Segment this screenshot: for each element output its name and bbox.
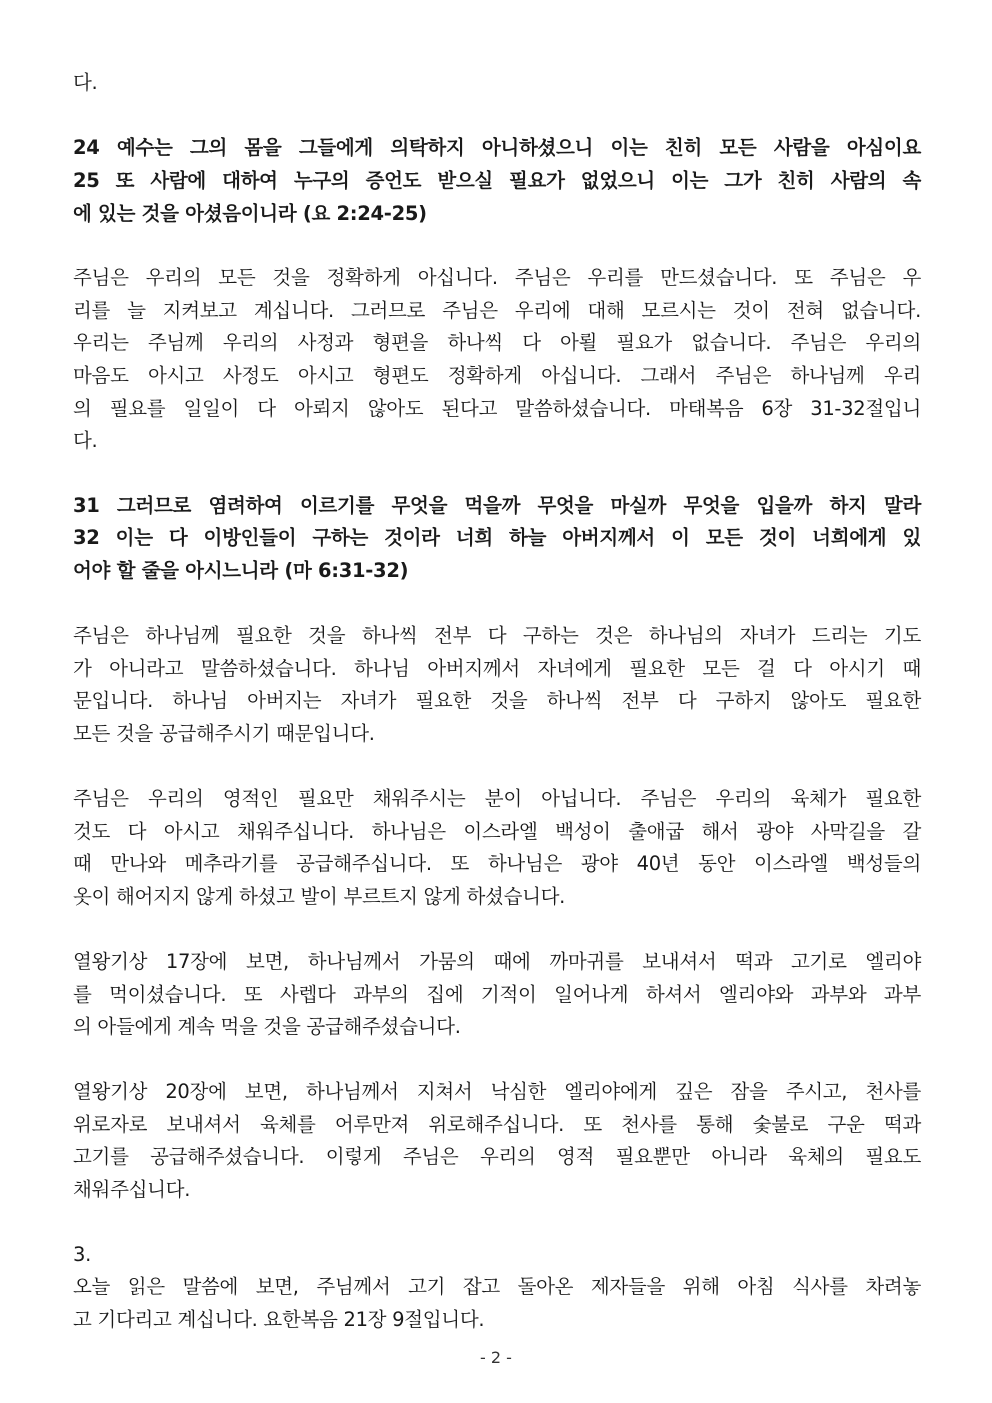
text-line: 주님은 하나님께 필요한 것을 하나씩 전부 다 구하는 것은 하나님의 자녀가 드리는 기도 [73, 624, 922, 647]
text-line: 채워주십니다. [73, 1178, 191, 1201]
scripture-line: 에 있는 것을 아셨음이니라 (요 2:24-25) [73, 202, 427, 225]
text-line: 우리는 주님께 우리의 사정과 형편을 하나씩 다 아뢸 필요가 없습니다. 주님은 우리의 [73, 331, 921, 354]
section-number: 3. [73, 1243, 92, 1266]
text-line: 문입니다. 하나님 아버지는 자녀가 필요한 것을 하나씩 전부 다 구하지 않아도 필요한 [73, 689, 921, 712]
text-line: 주님은 우리의 영적인 필요만 채워주시는 분이 아닙니다. 주님은 우리의 육체가 필요한 [73, 787, 921, 810]
text-line: 가 아니라고 말씀하셨습니다. 하나님 아버지께서 자녀에게 필요한 모든 걸 다 아시기 때 [73, 657, 921, 680]
scripture-line: 31 그러므로 염려하여 이르기를 무엇을 먹을까 무엇을 마실까 무엇을 입을까 하지 말라 [73, 494, 921, 517]
text-line: 옷이 해어지지 않게 하셨고 발이 부르트지 않게 하셨습니다. [73, 885, 566, 908]
text-line: 고기를 공급해주셨습니다. 이렇게 주님은 우리의 영적 필요뿐만 아니라 육체의 필요도 [73, 1145, 921, 1168]
text-line: 를 먹이셨습니다. 또 사렙다 과부의 집에 기적이 일어나게 하셔서 엘리야와 과부와 과부 [73, 983, 922, 1006]
text-line: 다. [73, 429, 98, 452]
text-line: 의 아들에게 계속 먹을 것을 공급해주셨습니다. [73, 1015, 461, 1038]
scripture-line: 25 또 사람에 대하여 누구의 증언도 받으실 필요가 없었으니 이는 그가 친히 사람의 속 [73, 169, 921, 192]
text-line: 주님은 우리의 모든 것을 정확하게 아십니다. 주님은 우리를 만드셨습니다. 또 주님은 우 [73, 266, 921, 289]
text-line: 의 필요를 일일이 다 아뢰지 않아도 된다고 말씀하셨습니다. 마태복음 6장 31-32절입니 [73, 397, 921, 420]
text-line: 리를 늘 지켜보고 계십니다. 그러므로 주님은 우리에 대해 모르시는 것이 전혀 없습니다. [73, 299, 921, 322]
text-line: 모든 것을 공급해주시기 때문입니다. [73, 722, 375, 745]
scripture-line: 24 예수는 그의 몸을 그들에게 의탁하지 아니하셨으니 이는 친히 모든 사람을 아심이요 [73, 136, 921, 159]
text-line: 때 만나와 메추라기를 공급해주십니다. 또 하나님은 광야 40년 동안 이스라엘 백성들의 [73, 852, 921, 875]
text-line: 오늘 읽은 말씀에 보면, 주님께서 고기 잡고 돌아온 제자들을 위해 아침 식사를 차려놓 [73, 1275, 921, 1298]
text-line: 다. [73, 71, 98, 94]
text-line: 것도 다 아시고 채워주십니다. 하나님은 이스라엘 백성이 출애굽 해서 광야 사막길을 갈 [73, 820, 922, 843]
scripture-line: 32 이는 다 이방인들이 구하는 것이라 너희 하늘 아버지께서 이 모든 것이 너희에게 있 [73, 526, 921, 549]
scripture-line: 어야 할 줄을 아시느니라 (마 6:31-32) [73, 559, 409, 582]
page-number: - 2 - [480, 1348, 512, 1367]
text-line: 열왕기상 20장에 보면, 하나님께서 지쳐서 낙심한 엘리야에게 깊은 잠을 주시고, 천사를 [73, 1080, 921, 1103]
text-line: 위로자로 보내셔서 육체를 어루만져 위로해주십니다. 또 천사를 통해 숯불로 구운 떡과 [73, 1113, 921, 1136]
text-line: 열왕기상 17장에 보면, 하나님께서 가뭄의 때에 까마귀를 보내셔서 떡과 고기로 엘리야 [73, 950, 921, 973]
text-line: 고 기다리고 계십니다. 요한복음 21장 9절입니다. [73, 1308, 485, 1331]
text-line: 마음도 아시고 사정도 아시고 형편도 정확하게 아십니다. 그래서 주님은 하나님께 우리 [73, 364, 921, 387]
